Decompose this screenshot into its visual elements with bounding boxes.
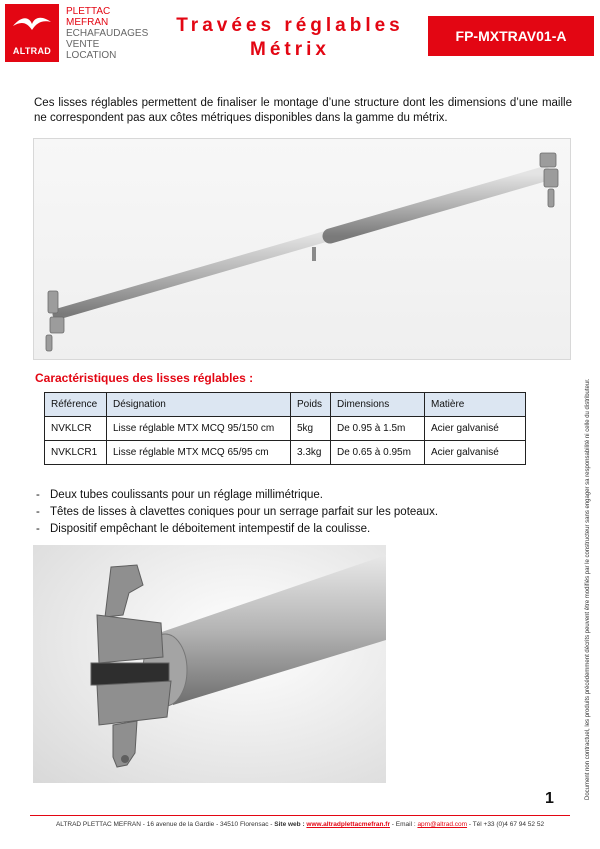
column-header-weight: Poids (291, 393, 331, 417)
intro-paragraph: Ces lisses réglables permettent de finaliser le montage d’une structure dont les dimensions d’une maille ne correspondent pas aux côtes métriques disponibles dans la gamme du métrix. (34, 97, 572, 124)
list-item: - Dispositif empêchant le déboitement intempestif de la coulisse. (36, 521, 438, 538)
page-title (150, 14, 430, 62)
specs-table (44, 392, 526, 465)
title-line-2: Métrix (250, 39, 330, 60)
column-header-dimensions: Dimensions (331, 393, 425, 417)
brand-lines (66, 6, 148, 61)
footer-company: ALTRAD PLETTAC MEFRAN - 16 avenue de la Gardie - 34510 Florensac - (55, 821, 275, 828)
product-photo-full (33, 138, 571, 360)
brand-line-echafaudages: ECHAFAUDAGES (66, 28, 149, 39)
table-row (45, 441, 526, 465)
cell-material: Acier galvanisé (425, 441, 526, 465)
cell-designation: Lisse réglable MTX MCQ 95/150 cm (107, 417, 291, 441)
cell-material: Acier galvanisé (425, 417, 526, 441)
footer-phone: - Tél +33 (0)4 67 94 52 52 (467, 821, 545, 828)
characteristics-title: Caractéristiques des lisses réglables : (35, 371, 254, 385)
column-header-reference: Référence (45, 393, 107, 417)
disclaimer-note: Document non contractuel, les produits précédemment décrits peuvent être modifiés par le constructeur sans engager sa responsabilité ni celle du distributeur. (585, 378, 591, 800)
brand-line-plettac: PLETTAC (66, 6, 111, 17)
cell-weight: 5kg (291, 417, 331, 441)
cell-weight: 3.3kg (291, 441, 331, 465)
table-header-row (45, 393, 526, 417)
title-line-1: Travées réglables (176, 15, 404, 36)
cell-reference: NVKLCR (45, 417, 107, 441)
footer (30, 821, 570, 828)
brand-line-vente: VENTE (66, 39, 100, 50)
logo-text: ALTRAD (12, 46, 52, 56)
cell-designation: Lisse réglable MTX MCQ 65/95 cm (107, 441, 291, 465)
page-number: 1 (545, 790, 554, 807)
footer-web-label: Site web : (274, 821, 305, 828)
footer-mail-label: - Email : (389, 821, 418, 828)
footer-divider (30, 815, 570, 816)
cell-dimensions: De 0.65 à 0.95m (331, 441, 425, 465)
reference-badge: FP-MXTRAV01-A (428, 16, 594, 56)
column-header-material: Matière (425, 393, 526, 417)
table-row (45, 417, 526, 441)
bird-logo-icon (11, 12, 53, 36)
brand-line-location: LOCATION (66, 50, 117, 61)
list-item: - Têtes de lisses à clavettes coniques pour un serrage parfait sur les poteaux. (36, 504, 438, 521)
product-photo-closeup (33, 545, 386, 783)
ledger-head-closeup-illustration (33, 545, 386, 783)
column-header-designation: Désignation (107, 393, 291, 417)
adjustable-ledger-illustration (34, 139, 572, 361)
footer-email-link[interactable]: apm@altrad.com (417, 821, 468, 828)
altrad-logo (5, 4, 59, 62)
footer-website-link[interactable]: www.altradplettacmefran.fr (306, 821, 390, 828)
brand-line-mefran: MEFRAN (66, 17, 109, 28)
cell-reference: NVKLCR1 (45, 441, 107, 465)
feature-list (36, 487, 438, 538)
list-item: - Deux tubes coulissants pour un réglage millimétrique. (36, 487, 438, 504)
cell-dimensions: De 0.95 à 1.5m (331, 417, 425, 441)
